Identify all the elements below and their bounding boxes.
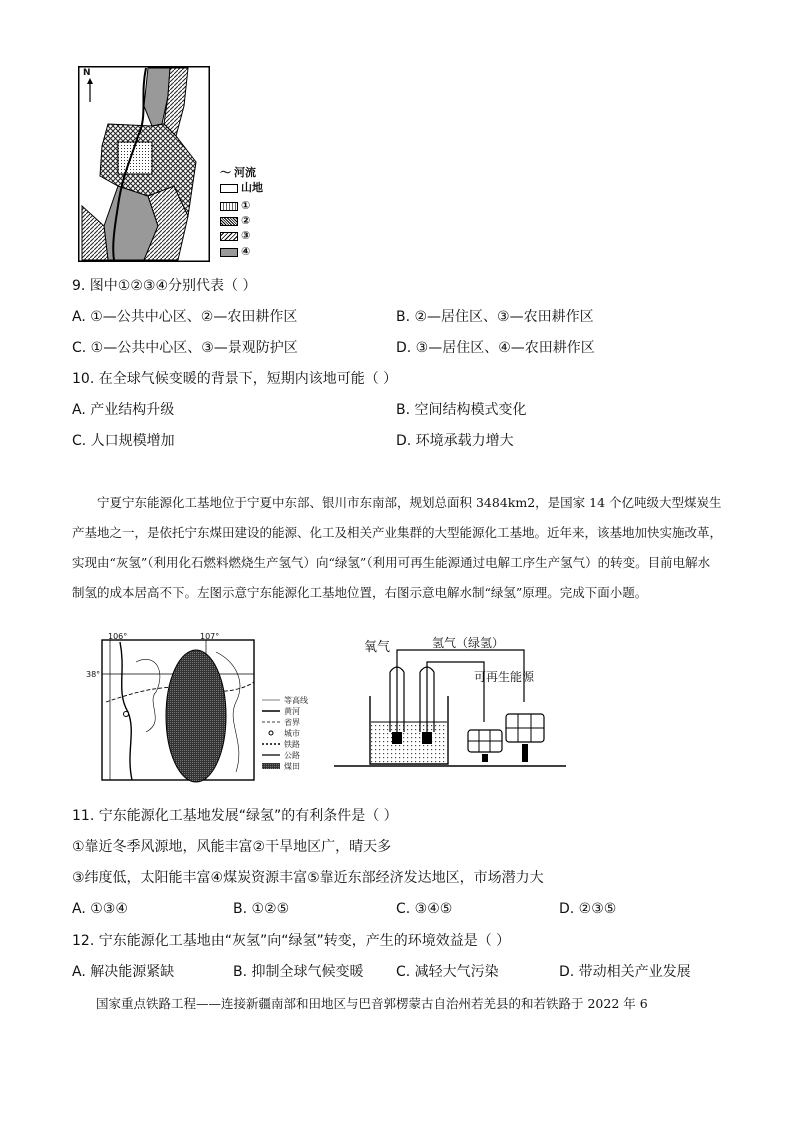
q10-stem: 10. 在全球气候变暖的背景下，短期内该地可能（ ） (72, 371, 398, 387)
passage-ningdong: 宁夏宁东能源化工基地位于宁夏中东部、银川市东南部，规划总面积 3484km2，是国家 14 个亿吨级大型煤炭生产基地之一，是依托宁东煤田建设的能源、化工及相关产业集群的大型能源化工基地。近年来，该基地加快实施改革，实现由“灰氢”（利用化石燃料燃烧生产氢气）向“绿氢”（利用可再生能源通过电解工序生产氢气）的转变。目前电解水制氢的成本居高不下。左图示意宁东能源化工基地位置，右图示意电解水制“绿氢”原理。完成下面小题。 (72, 495, 723, 600)
electrolysis-diagram (334, 632, 574, 772)
q9-stem: 9. 图中①②③④分别代表（ ） (72, 278, 257, 294)
q9-option-b: B. ②—居住区、③—农田耕作区 (396, 309, 594, 325)
q10-option-d: D. 环境承载力增大 (396, 433, 514, 449)
q9-option-c: C. ①—公共中心区、③—景观防护区 (72, 340, 298, 356)
legend-label: 山地 (241, 181, 263, 194)
lat-38-label: 38° (86, 670, 101, 679)
hatch-swatch-icon (220, 232, 238, 241)
legend-label: ④ (241, 245, 251, 258)
next-passage-start: 国家重点铁路工程——连接新疆南部和田地区与巴音郭楞蒙古自治州若羌县的和若铁路于 2022 年 6 (96, 996, 648, 1011)
lon-106-label: 106° (108, 632, 128, 641)
legend-1 (220, 199, 250, 212)
legend-coalfield: 煤田 (284, 762, 300, 771)
legend-label: ① (241, 199, 251, 212)
legend-city: 城市 (284, 729, 300, 738)
gray-swatch-icon (220, 248, 238, 257)
q11-option-c: C. ③④⑤ (396, 901, 453, 917)
legend-river (220, 166, 256, 179)
q11-stem: 11. 宁东能源化工基地发展“绿氢”的有利条件是（ ） (72, 808, 398, 824)
legend-label: ③ (241, 229, 251, 242)
q11-statement-2: ③纬度低，太阳能丰富④煤炭资源丰富⑤靠近东部经济发达地区，市场潜力大 (72, 870, 544, 886)
q11-option-b: B. ①②⑤ (233, 901, 290, 917)
legend-3 (220, 229, 250, 242)
north-label: N (83, 68, 91, 78)
legend-label: ② (241, 214, 251, 227)
hydrogen-label: 氢气（绿氢） (432, 636, 505, 650)
ningdong-location-map-graphic (96, 632, 336, 784)
q12-option-b: B. 抑制全球气候变暖 (233, 964, 364, 980)
q11-option-a: A. ①③④ (72, 901, 128, 917)
legend-mountain (220, 181, 263, 194)
land-use-map-graphic (78, 66, 210, 262)
q9-option-d: D. ③—居住区、④—农田耕作区 (396, 340, 595, 356)
legend-yellow-river: 黄河 (284, 707, 300, 716)
legend-2 (220, 214, 250, 227)
q11-statement-1: ①靠近冬季风源地，风能丰富②干旱地区广，晴天多 (72, 839, 392, 855)
q12-stem: 12. 宁东能源化工基地由“灰氢”向“绿氢”转变，产生的环境效益是（ ） (72, 933, 511, 949)
legend-railway: 铁路 (284, 740, 300, 749)
ningdong-location-map (86, 632, 336, 784)
legend-road: 公路 (284, 751, 300, 760)
q12-option-c: C. 减轻大气污染 (396, 964, 499, 980)
q11-option-d: D. ②③⑤ (559, 901, 617, 917)
lon-107-label: 107° (200, 632, 220, 641)
q9-option-a: A. ①—公共中心区、②—农田耕作区 (72, 309, 298, 325)
dots-swatch-icon (220, 202, 238, 211)
legend-4 (220, 245, 250, 258)
oxygen-label: 氧气 (364, 640, 391, 655)
river-symbol-icon: 〜 (220, 166, 231, 179)
legend-label: 河流 (234, 166, 256, 179)
q10-option-a: A. 产业结构升级 (72, 402, 175, 418)
q12-option-d: D. 带动相关产业发展 (559, 964, 691, 980)
land-use-map (78, 66, 210, 262)
legend-contour: 等高线 (284, 696, 308, 705)
blank-swatch-icon (220, 184, 238, 193)
legend-province-border: 省界 (284, 718, 300, 727)
q10-option-b: B. 空间结构模式变化 (396, 402, 527, 418)
renewable-energy-label: 可再生能源 (474, 670, 535, 684)
q12-option-a: A. 解决能源紧缺 (72, 964, 175, 980)
cross-swatch-icon (220, 217, 238, 226)
q10-option-c: C. 人口规模增加 (72, 433, 175, 449)
